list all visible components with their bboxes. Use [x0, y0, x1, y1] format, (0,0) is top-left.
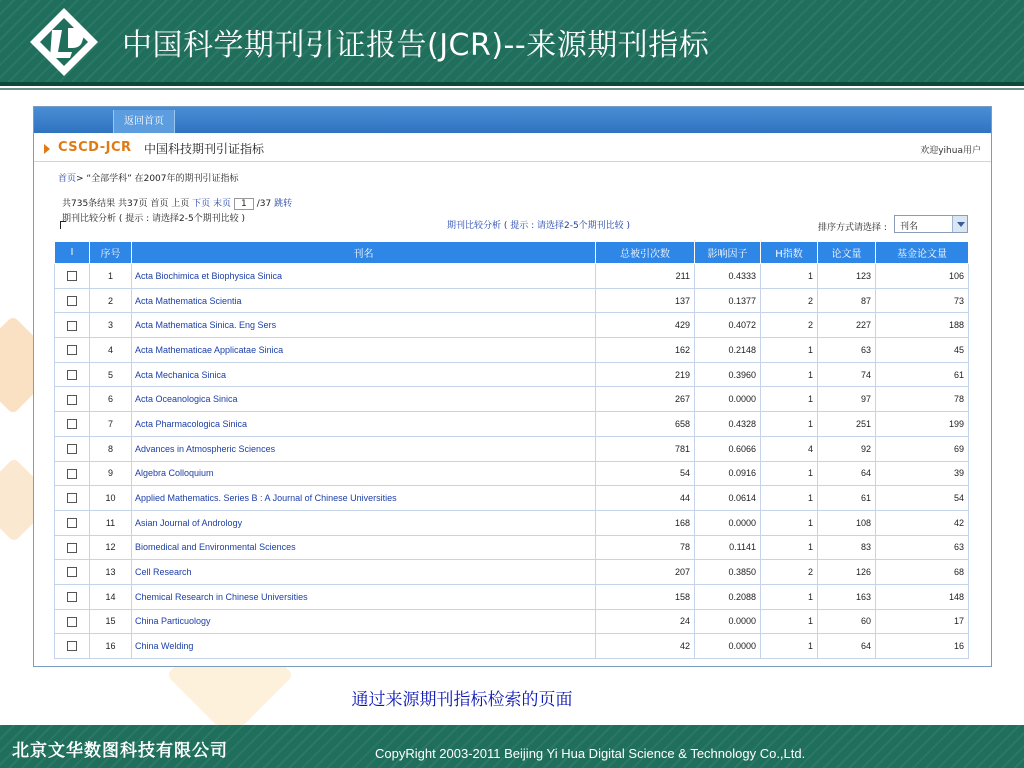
- last-page-link[interactable]: 末页: [212, 199, 231, 209]
- compare-tick-icon: [60, 221, 66, 229]
- table-row: [55, 436, 969, 461]
- row-select-cell: [55, 313, 90, 338]
- journal-name-link[interactable]: China Particuology: [132, 609, 596, 634]
- paper-count: 64: [818, 461, 876, 486]
- impact-factor: 0.4072: [695, 313, 761, 338]
- journal-name-link[interactable]: Biomedical and Environmental Sciences: [132, 535, 596, 560]
- row-select-cell: [55, 387, 90, 412]
- impact-factor: 0.4328: [695, 412, 761, 437]
- journal-name-link[interactable]: Acta Mathematicae Applicatae Sinica: [132, 338, 596, 363]
- row-checkbox[interactable]: [67, 444, 77, 454]
- row-index: 11: [90, 510, 132, 535]
- row-index: 14: [90, 584, 132, 609]
- journal-name-link[interactable]: Acta Mathematica Sinica. Eng Sers: [132, 313, 596, 338]
- paper-count: 60: [818, 609, 876, 634]
- impact-factor: 0.0000: [695, 634, 761, 659]
- paper-count: 123: [818, 264, 876, 289]
- header-divider: [0, 88, 1024, 90]
- screenshot-frame: [33, 106, 992, 667]
- table-row: [55, 609, 969, 634]
- row-index: 13: [90, 560, 132, 585]
- row-index: 4: [90, 338, 132, 363]
- row-index: 15: [90, 609, 132, 634]
- arrow-right-icon: [44, 144, 50, 154]
- row-checkbox[interactable]: [67, 469, 77, 479]
- journal-name-link[interactable]: Algebra Colloquium: [132, 461, 596, 486]
- row-select-cell: [55, 412, 90, 437]
- row-select-cell: [55, 362, 90, 387]
- impact-factor: 0.0000: [695, 510, 761, 535]
- paper-count: 63: [818, 338, 876, 363]
- journal-table-body: [55, 264, 969, 659]
- impact-factor: 0.2088: [695, 584, 761, 609]
- page-total: /37: [256, 199, 272, 209]
- row-checkbox[interactable]: [67, 345, 77, 355]
- h-index: 1: [761, 338, 818, 363]
- journal-name-link[interactable]: Acta Mathematica Scientia: [132, 288, 596, 313]
- h-index: 2: [761, 313, 818, 338]
- footer-company: 北京文华数图科技有限公司: [12, 741, 228, 761]
- journal-name-link[interactable]: Acta Mechanica Sinica: [132, 362, 596, 387]
- h-index: 4: [761, 436, 818, 461]
- breadcrumb-current: “全部学科” 在2007年的期刊引证指标: [86, 174, 239, 184]
- total-citations: 158: [596, 584, 695, 609]
- h-index: 2: [761, 288, 818, 313]
- header-journal[interactable]: 刊名: [132, 242, 596, 264]
- total-citations: 429: [596, 313, 695, 338]
- h-index: 1: [761, 584, 818, 609]
- h-index: 2: [761, 560, 818, 585]
- table-row: [55, 313, 969, 338]
- row-checkbox[interactable]: [67, 592, 77, 602]
- row-select-cell: [55, 461, 90, 486]
- brand-name: CSCD-JCR: [58, 140, 132, 155]
- table-row: [55, 634, 969, 659]
- row-select-cell: [55, 288, 90, 313]
- pagination-summary: 共735条结果 共37页 首页 上页: [62, 199, 190, 209]
- table-row: [55, 387, 969, 412]
- row-checkbox[interactable]: [67, 567, 77, 577]
- table-row: [55, 584, 969, 609]
- welcome-text: 欢迎yihua用户: [920, 146, 981, 156]
- row-checkbox[interactable]: [67, 617, 77, 627]
- h-index: 1: [761, 461, 818, 486]
- paper-count: 64: [818, 634, 876, 659]
- row-checkbox[interactable]: [67, 543, 77, 553]
- journal-name-link[interactable]: Acta Biochimica et Biophysica Sinica: [132, 264, 596, 289]
- back-home-tab[interactable]: 返回首页: [113, 110, 175, 133]
- funded-papers: 106: [876, 264, 969, 289]
- journal-name-link[interactable]: Applied Mathematics. Series B : A Journal of Chinese Universities: [132, 486, 596, 511]
- funded-papers: 199: [876, 412, 969, 437]
- journal-name-link[interactable]: Acta Oceanologica Sinica: [132, 387, 596, 412]
- h-index: 1: [761, 634, 818, 659]
- h-index: 1: [761, 486, 818, 511]
- chevron-down-icon[interactable]: [952, 216, 967, 232]
- total-citations: 162: [596, 338, 695, 363]
- funded-papers: 68: [876, 560, 969, 585]
- row-select-cell: [55, 510, 90, 535]
- paper-count: 97: [818, 387, 876, 412]
- table-row: [55, 486, 969, 511]
- table-row: [55, 264, 969, 289]
- impact-factor: 0.3960: [695, 362, 761, 387]
- h-index: 1: [761, 362, 818, 387]
- total-citations: 44: [596, 486, 695, 511]
- funded-papers: 73: [876, 288, 969, 313]
- row-select-cell: [55, 634, 90, 659]
- header-impact-factor[interactable]: 影响因子: [695, 242, 761, 264]
- funded-papers: 61: [876, 362, 969, 387]
- total-citations: 211: [596, 264, 695, 289]
- total-citations: 42: [596, 634, 695, 659]
- total-citations: 207: [596, 560, 695, 585]
- row-index: 6: [90, 387, 132, 412]
- brand-row: [34, 136, 991, 162]
- row-checkbox[interactable]: [67, 419, 77, 429]
- impact-factor: 0.1141: [695, 535, 761, 560]
- journal-name-link[interactable]: China Welding: [132, 634, 596, 659]
- slide-footer: [0, 725, 1024, 768]
- journal-name-link[interactable]: Asian Journal of Andrology: [132, 510, 596, 535]
- sort-select[interactable]: [894, 215, 968, 233]
- table-header-row: [55, 242, 969, 264]
- header-select: I: [55, 242, 90, 264]
- header-paper-count[interactable]: 论文量: [818, 242, 876, 264]
- row-index: 5: [90, 362, 132, 387]
- paper-count: 87: [818, 288, 876, 313]
- total-citations: 54: [596, 461, 695, 486]
- row-index: 8: [90, 436, 132, 461]
- row-index: 7: [90, 412, 132, 437]
- row-select-cell: [55, 486, 90, 511]
- header-funded-papers[interactable]: 基金论文量: [876, 242, 969, 264]
- compare-analysis-left[interactable]: 期刊比较分析 ( 提示 : 请选择2-5个期刊比较 ): [62, 214, 246, 224]
- h-index: 1: [761, 264, 818, 289]
- total-citations: 781: [596, 436, 695, 461]
- h-index: 1: [761, 535, 818, 560]
- table-row: [55, 461, 969, 486]
- page-number-input[interactable]: 1: [234, 198, 254, 210]
- h-index: 1: [761, 609, 818, 634]
- impact-factor: 0.0614: [695, 486, 761, 511]
- row-index: 10: [90, 486, 132, 511]
- paper-count: 61: [818, 486, 876, 511]
- paper-count: 227: [818, 313, 876, 338]
- journal-name-link[interactable]: Chemical Research in Chinese Universities: [132, 584, 596, 609]
- row-checkbox[interactable]: [67, 296, 77, 306]
- funded-papers: 188: [876, 313, 969, 338]
- table-row: [55, 338, 969, 363]
- impact-factor: 0.0000: [695, 609, 761, 634]
- funded-papers: 54: [876, 486, 969, 511]
- row-index: 16: [90, 634, 132, 659]
- row-index: 9: [90, 461, 132, 486]
- paper-count: 251: [818, 412, 876, 437]
- compare-analysis-link[interactable]: 期刊比较分析 ( 提示 : 请选择2-5个期刊比较 ): [447, 221, 631, 231]
- sort-label: 排序方式请选择 :: [818, 223, 887, 233]
- row-checkbox[interactable]: [67, 518, 77, 528]
- row-select-cell: [55, 535, 90, 560]
- total-citations: 658: [596, 412, 695, 437]
- brand-subtitle: 中国科技期刊引证指标: [144, 142, 265, 156]
- funded-papers: 63: [876, 535, 969, 560]
- funded-papers: 39: [876, 461, 969, 486]
- header-index[interactable]: 序号: [90, 242, 132, 264]
- journal-name-link[interactable]: Advances in Atmospheric Sciences: [132, 436, 596, 461]
- breadcrumb-separator: >: [76, 174, 87, 184]
- row-index: 12: [90, 535, 132, 560]
- funded-papers: 17: [876, 609, 969, 634]
- row-select-cell: [55, 264, 90, 289]
- impact-factor: 0.4333: [695, 264, 761, 289]
- funded-papers: 42: [876, 510, 969, 535]
- slide-header: [0, 0, 1024, 86]
- table-row: [55, 535, 969, 560]
- row-select-cell: [55, 560, 90, 585]
- row-index: 1: [90, 264, 132, 289]
- funded-papers: 148: [876, 584, 969, 609]
- row-checkbox[interactable]: [67, 641, 77, 651]
- row-index: 2: [90, 288, 132, 313]
- h-index: 1: [761, 412, 818, 437]
- table-row: [55, 560, 969, 585]
- header-h-index[interactable]: H指数: [761, 242, 818, 264]
- impact-factor: 0.0000: [695, 387, 761, 412]
- company-logo-icon: [28, 6, 100, 78]
- funded-papers: 78: [876, 387, 969, 412]
- table-row: [55, 510, 969, 535]
- breadcrumb: [58, 171, 239, 184]
- row-checkbox[interactable]: [67, 321, 77, 331]
- h-index: 1: [761, 387, 818, 412]
- total-citations: 24: [596, 609, 695, 634]
- funded-papers: 69: [876, 436, 969, 461]
- journal-name-link[interactable]: Cell Research: [132, 560, 596, 585]
- paper-count: 126: [818, 560, 876, 585]
- paper-count: 74: [818, 362, 876, 387]
- row-select-cell: [55, 609, 90, 634]
- breadcrumb-home-link[interactable]: 首页: [58, 174, 77, 184]
- slide-caption: 通过来源期刊指标检索的页面: [351, 690, 573, 710]
- row-checkbox[interactable]: [67, 395, 77, 405]
- total-citations: 267: [596, 387, 695, 412]
- paper-count: 92: [818, 436, 876, 461]
- table-row: [55, 412, 969, 437]
- total-citations: 219: [596, 362, 695, 387]
- sort-select-value: 刊名: [900, 222, 919, 232]
- paper-count: 83: [818, 535, 876, 560]
- row-checkbox[interactable]: [67, 271, 77, 281]
- top-nav-bar: [34, 107, 991, 133]
- h-index: 1: [761, 510, 818, 535]
- next-page-link[interactable]: 下页: [192, 199, 211, 209]
- paper-count: 108: [818, 510, 876, 535]
- row-select-cell: [55, 436, 90, 461]
- impact-factor: 0.6066: [695, 436, 761, 461]
- row-checkbox[interactable]: [67, 370, 77, 380]
- impact-factor: 0.0916: [695, 461, 761, 486]
- journal-name-link[interactable]: Acta Pharmacologica Sinica: [132, 412, 596, 437]
- total-citations: 168: [596, 510, 695, 535]
- footer-copyright: CopyRight 2003-2011 Beijing Yi Hua Digital Science & Technology Co.,Ltd.: [375, 746, 806, 761]
- pagination: [62, 196, 292, 210]
- slide-title: 中国科学期刊引证报告(JCR)--来源期刊指标: [122, 28, 710, 63]
- funded-papers: 45: [876, 338, 969, 363]
- funded-papers: 16: [876, 634, 969, 659]
- total-citations: 137: [596, 288, 695, 313]
- impact-factor: 0.1377: [695, 288, 761, 313]
- row-index: 3: [90, 313, 132, 338]
- row-select-cell: [55, 338, 90, 363]
- impact-factor: 0.3850: [695, 560, 761, 585]
- total-citations: 78: [596, 535, 695, 560]
- table-row: [55, 362, 969, 387]
- table-row: [55, 288, 969, 313]
- impact-factor: 0.2148: [695, 338, 761, 363]
- paper-count: 163: [818, 584, 876, 609]
- row-checkbox[interactable]: [67, 493, 77, 503]
- jump-link[interactable]: 跳转: [274, 199, 293, 209]
- header-total-citations[interactable]: 总被引次数: [596, 242, 695, 264]
- row-select-cell: [55, 584, 90, 609]
- journal-table: [54, 241, 969, 659]
